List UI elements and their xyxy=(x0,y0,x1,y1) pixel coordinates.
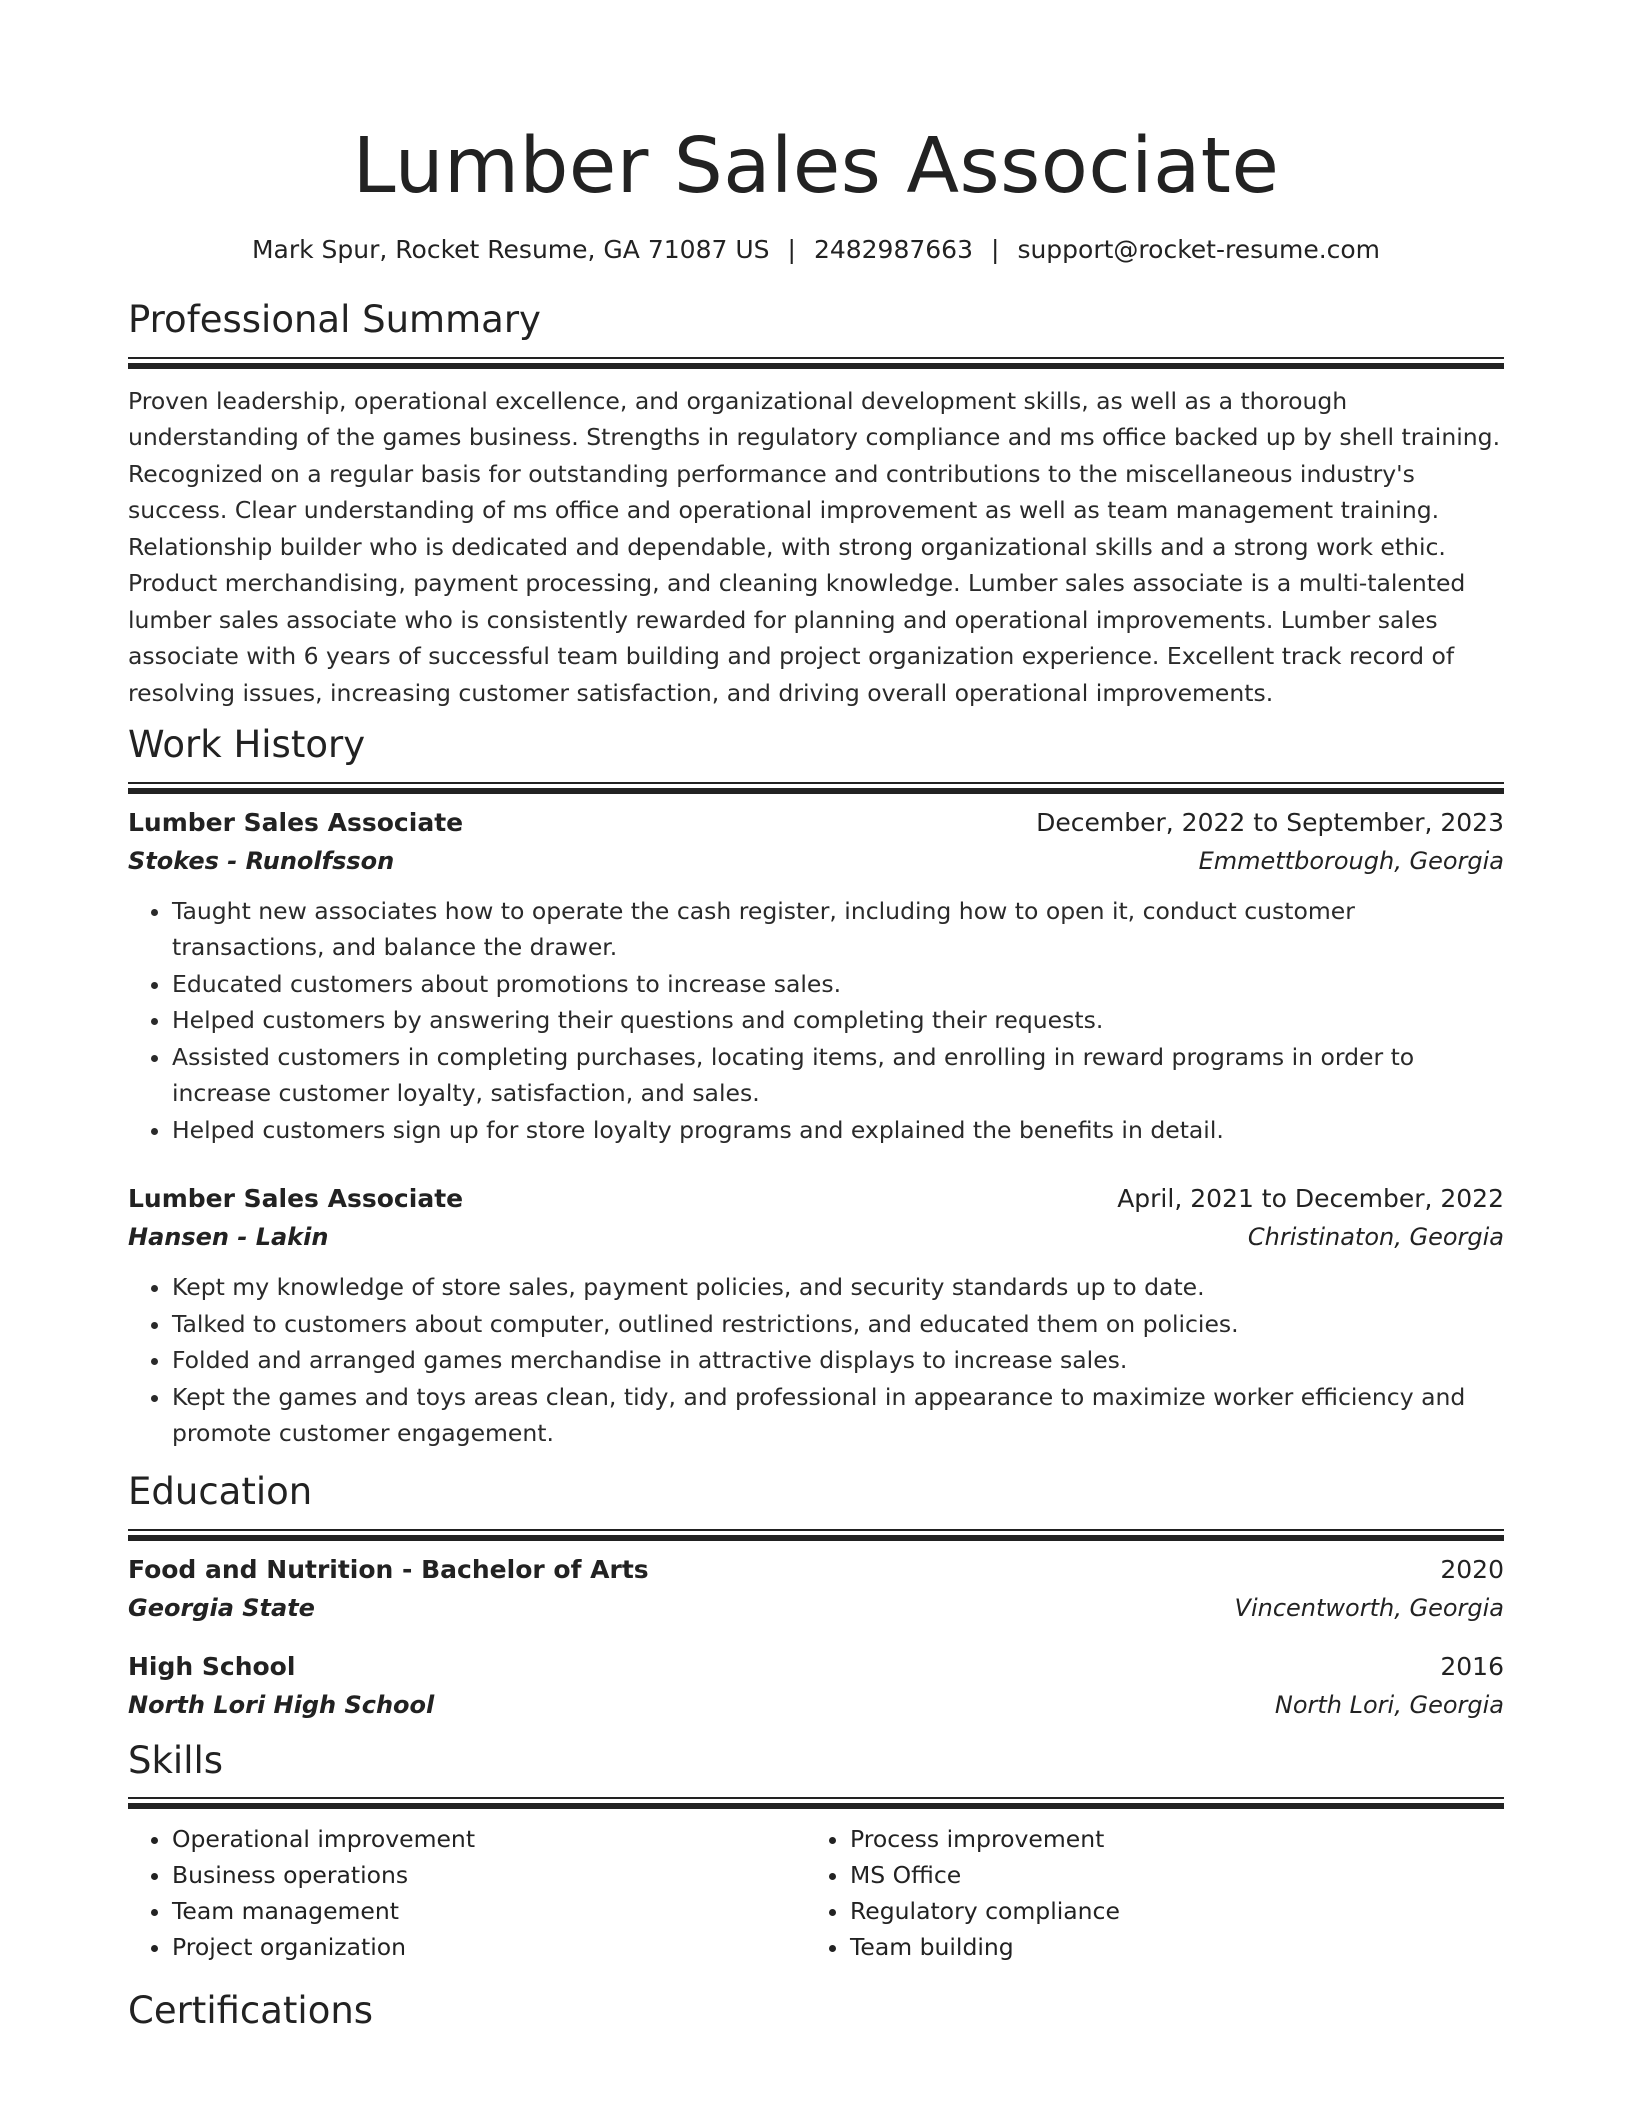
education-section xyxy=(128,1469,1504,1719)
education-school: Georgia State xyxy=(128,1593,315,1622)
job-company: Hansen - Lakin xyxy=(128,1223,329,1252)
job-bullets xyxy=(128,1269,1504,1452)
education-heading: Education xyxy=(128,1469,313,1513)
job-entry xyxy=(128,1184,1504,1452)
list-item: • Kept my knowledge of store sales, payment policies, and security standards up to date. xyxy=(172,1269,1504,1306)
skill-item: • Process improvement xyxy=(850,1821,1504,1857)
education-location: Vincentworth, Georgia xyxy=(1234,1593,1504,1622)
job-entry xyxy=(128,808,1504,1149)
list-item: • Assisted customers in completing purchases, locating items, and enrolling in reward programs in order to increase customer loyalty, satisfaction, and sales. xyxy=(172,1039,1504,1112)
certifications-section xyxy=(128,1991,1504,2032)
job-dates: December, 2022 to September, 2023 xyxy=(1036,807,1504,837)
education-school-row xyxy=(128,1691,1504,1719)
list-item: • Kept the games and toys areas clean, tidy, and professional in appearance to maximize worker efficiency and promote customer engagement. xyxy=(172,1379,1504,1452)
work-history-heading: Work History xyxy=(128,723,366,767)
skill-item: • Team building xyxy=(850,1929,1504,1965)
skill-item: • Project organization xyxy=(172,1929,806,1965)
skill-item: • Operational improvement xyxy=(172,1821,806,1857)
education-entry xyxy=(128,1555,1504,1622)
education-entry xyxy=(128,1652,1504,1719)
education-header-row xyxy=(128,1555,1504,1584)
education-school: North Lori High School xyxy=(128,1690,435,1719)
job-org-row xyxy=(128,1223,1504,1251)
education-degree: Food and Nutrition - Bachelor of Arts xyxy=(128,1554,649,1584)
job-role: Lumber Sales Associate xyxy=(128,807,464,837)
education-header-row xyxy=(128,1652,1504,1681)
skill-item: • Team management xyxy=(172,1893,806,1929)
education-school-row xyxy=(128,1594,1504,1622)
work-history-section xyxy=(128,725,1504,1452)
list-item: • Helped customers by answering their questions and completing their requests. xyxy=(172,1002,1504,1039)
certifications-heading: Certifications xyxy=(128,1989,374,2033)
education-year: 2020 xyxy=(1440,1554,1504,1584)
summary-section xyxy=(128,300,1504,711)
contact-line xyxy=(128,235,1504,264)
list-item: • Taught new associates how to operate the cash register, including how to open it, conduct customer transactions, and balance the drawer. xyxy=(172,893,1504,966)
job-location: Christinaton, Georgia xyxy=(1247,1223,1504,1252)
list-item: • Folded and arranged games merchandise in attractive displays to increase sales. xyxy=(172,1342,1504,1379)
job-location: Emmettborough, Georgia xyxy=(1198,846,1504,875)
job-header-row xyxy=(128,1184,1504,1213)
skills-section xyxy=(128,1738,1504,1966)
contact-separator: | xyxy=(991,235,1000,264)
job-dates: April, 2021 to December, 2022 xyxy=(1117,1184,1504,1214)
section-divider xyxy=(128,1797,1504,1809)
summary-heading: Professional Summary xyxy=(128,298,541,341)
job-bullets xyxy=(128,893,1504,1149)
skills-heading: Skills xyxy=(128,1738,224,1782)
skills-columns xyxy=(128,1821,1504,1965)
list-item: • Helped customers sign up for store loyalty programs and explained the benefits in detail. xyxy=(172,1112,1504,1149)
job-org-row xyxy=(128,847,1504,875)
job-header-row xyxy=(128,808,1504,837)
job-company: Stokes - Runolfsson xyxy=(128,846,395,875)
contact-phone: 2482987663 xyxy=(813,235,973,264)
summary-text: Proven leadership, operational excellence, and organizational development skills, as well as a thorough understanding of the games business. Strengths in regulatory compliance and ms office backed up by shell training. Recognized on a regular basis for outstanding performance and contributions to the miscellaneous industry's success. Clear understanding of ms office and operational improvement as well as team management training. Relationship builder who is dedicated and dependable, with strong organizational skills and a strong work ethic. Product merchandising, payment processing, and cleaning knowledge. Lumber sales associate is a multi-talented lumber sales associate who is consistently rewarded for planning and operational improvements. Lumber sales associate with 6 years of successful team building and project organization experience. Excellent track record of resolving issues, increasing customer satisfaction, and driving overall operational improvements. xyxy=(128,386,1501,707)
skills-column-left xyxy=(128,1821,806,1965)
skills-column-right xyxy=(806,1821,1504,1965)
skill-item: • MS Office xyxy=(850,1857,1504,1893)
contact-email[interactable]: support@rocket-resume.com xyxy=(1017,235,1381,264)
list-item: • Educated customers about promotions to increase sales. xyxy=(172,966,1504,1003)
section-divider xyxy=(128,1529,1504,1541)
contact-address: Mark Spur, Rocket Resume, GA 71087 US xyxy=(251,235,770,264)
education-location: North Lori, Georgia xyxy=(1274,1690,1504,1719)
resume-title: Lumber Sales Associate xyxy=(352,122,1280,211)
resume-content xyxy=(128,112,1504,2032)
job-role: Lumber Sales Associate xyxy=(128,1184,464,1214)
skill-item: • Business operations xyxy=(172,1857,806,1893)
education-year: 2016 xyxy=(1440,1651,1504,1681)
education-degree: High School xyxy=(128,1651,296,1681)
list-item: • Talked to customers about computer, outlined restrictions, and educated them on policies. xyxy=(172,1306,1504,1343)
section-divider xyxy=(128,782,1504,794)
contact-separator: | xyxy=(787,235,796,264)
section-divider xyxy=(128,357,1504,369)
skill-item: • Regulatory compliance xyxy=(850,1893,1504,1929)
